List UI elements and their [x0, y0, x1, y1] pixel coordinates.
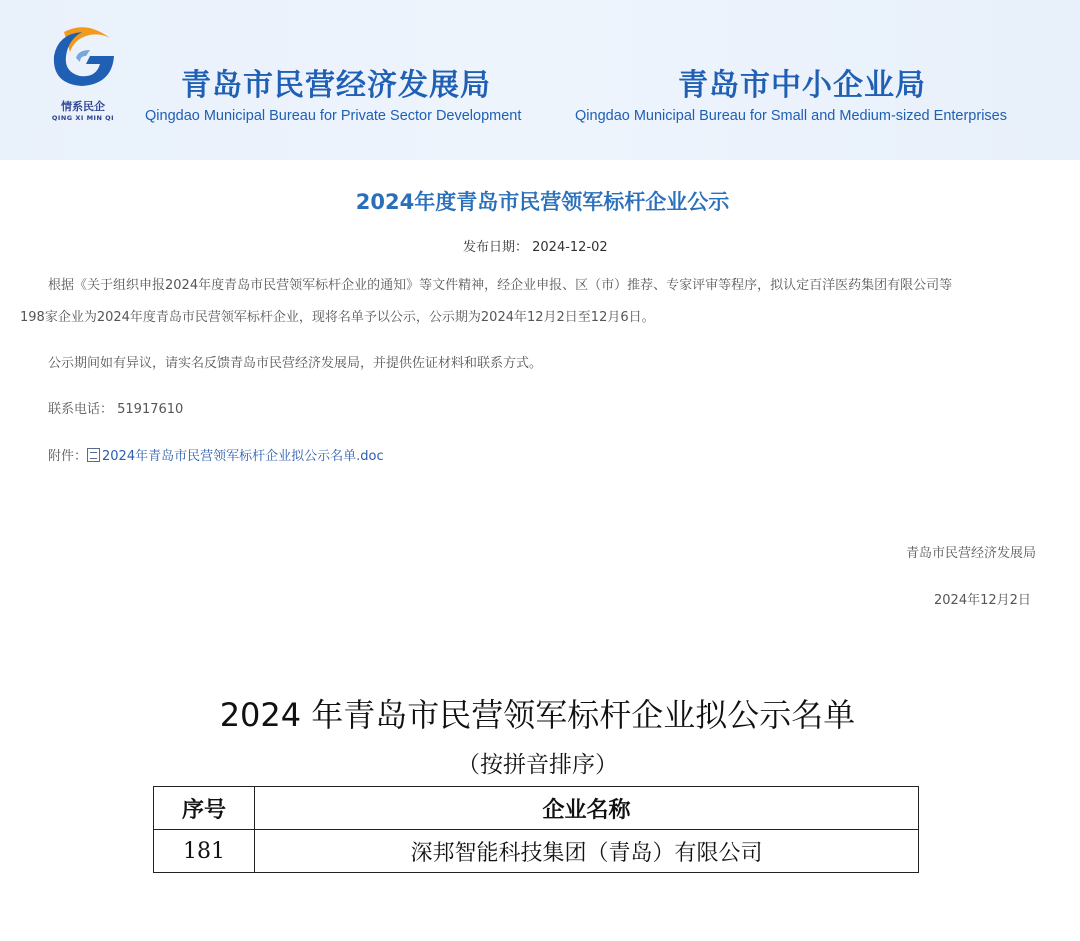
- row-company-name: 深邦智能科技集团（青岛）有限公司: [255, 830, 919, 873]
- objection-paragraph: 公示期间如有异议，请实名反馈青岛市民营经济发展局，并提供佐证材料和联系方式。: [48, 356, 543, 371]
- column-header-company: 企业名称: [255, 787, 919, 830]
- org-title-sme: 青岛市中小企业局: [678, 68, 926, 103]
- org-title-private-sector: 青岛市民营经济发展局: [181, 68, 491, 103]
- org-subtitle-sme: Qingdao Municipal Bureau for Small and Medium-sized Enterprises: [575, 108, 1007, 124]
- list-subtitle: （按拼音排序）: [457, 752, 618, 778]
- row-number: 181: [154, 830, 255, 873]
- signature-org: 青岛市民营经济发展局: [906, 546, 1037, 561]
- document-icon: [87, 448, 100, 462]
- publish-date: 发布日期： 2024-12-02: [463, 240, 608, 255]
- table-header-row: [154, 787, 919, 830]
- logo-subtext: QING XI MIN QI: [51, 114, 115, 122]
- notice-paragraph-line-1: 根据《关于组织申报2024年度青岛市民营领军标杆企业的通知》等文件精神，经企业申报、区（市）推荐、专家评审等程序，拟认定百洋医药集团有限公司等: [48, 278, 953, 293]
- attachment-row: [48, 444, 384, 470]
- logo-text: 情系民企: [61, 100, 105, 113]
- attachment-filename: 2024年青岛市民营领军标杆企业拟公示名单.doc: [102, 449, 384, 464]
- contact-phone: 联系电话： 51917610: [48, 402, 184, 417]
- org-subtitle-private-sector: Qingdao Municipal Bureau for Private Sector Development: [145, 108, 522, 124]
- column-header-number: 序号: [154, 787, 255, 830]
- site-header: [0, 0, 1080, 160]
- notice-title: 2024年度青岛市民营领军标杆企业公示: [355, 190, 730, 214]
- list-title: 2024 年青岛市民营领军标杆企业拟公示名单: [219, 696, 856, 734]
- enterprise-table: [153, 786, 919, 873]
- signature-date: 2024年12月2日: [934, 593, 1031, 608]
- table-row: [154, 830, 919, 873]
- attachment-link[interactable]: [87, 449, 384, 464]
- attachment-label: 附件：: [48, 449, 88, 464]
- notice-paragraph-line-2: 198家企业为2024年度青岛市民营领军标杆企业，现将名单予以公示，公示期为2024年12月2日至12月6日。: [20, 310, 655, 325]
